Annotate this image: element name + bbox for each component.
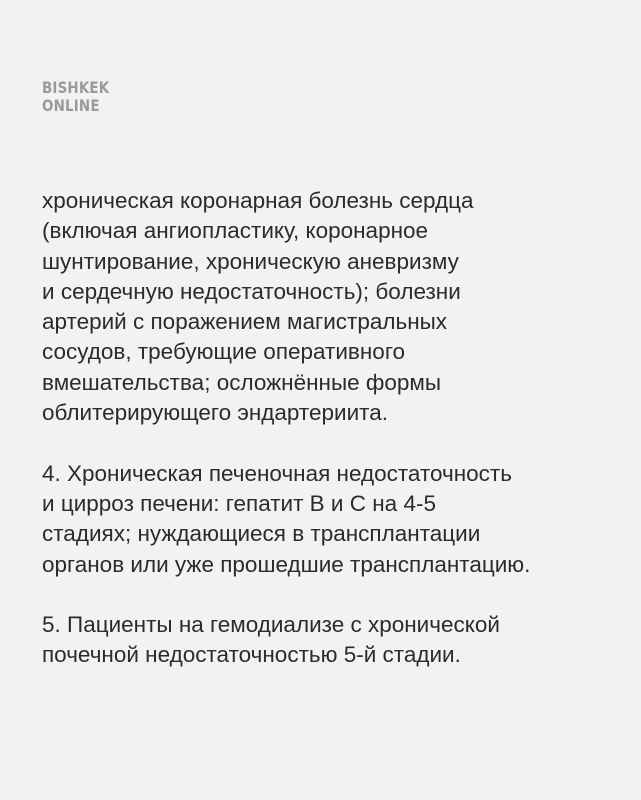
text-line: почечной недостаточностью 5-й стадии.	[42, 642, 461, 668]
article-text	[42, 186, 602, 701]
logo-line-1: BISHKEK	[42, 78, 110, 97]
paragraph-item-4	[42, 459, 602, 580]
logo-line-2: ONLINE	[42, 96, 100, 115]
text-line: хроническая коронарная болезнь сердца	[42, 188, 474, 213]
text-line: облитерирующего эндартериита.	[42, 400, 388, 426]
text-line: шунтирование, хроническую аневризму	[42, 248, 459, 274]
brand-logo	[42, 79, 109, 115]
text-line: стадиях; нуждающиеся в трансплантации	[42, 521, 481, 547]
text-line: органов или уже прошедшие трансплантацию.	[42, 551, 531, 577]
text-line: 4. Хроническая печеночная недостаточность	[42, 460, 512, 486]
text-line: сосудов, требующие оперативного	[42, 339, 406, 365]
text-line: 5. Пациенты на гемодиализе с хронической	[42, 612, 500, 638]
text-line: артерий с поражением магистральных	[42, 309, 448, 335]
text-line: и цирроз печени: гепатит В и С на 4-5	[42, 490, 436, 516]
text-line: (включая ангиопластику, коронарное	[42, 218, 429, 244]
text-line: вмешательства; осложнённые формы	[42, 369, 442, 395]
text-line: и сердечную недостаточность); болезни	[42, 278, 461, 304]
paragraph-continuation	[42, 186, 602, 428]
paragraph-item-5	[42, 610, 602, 671]
